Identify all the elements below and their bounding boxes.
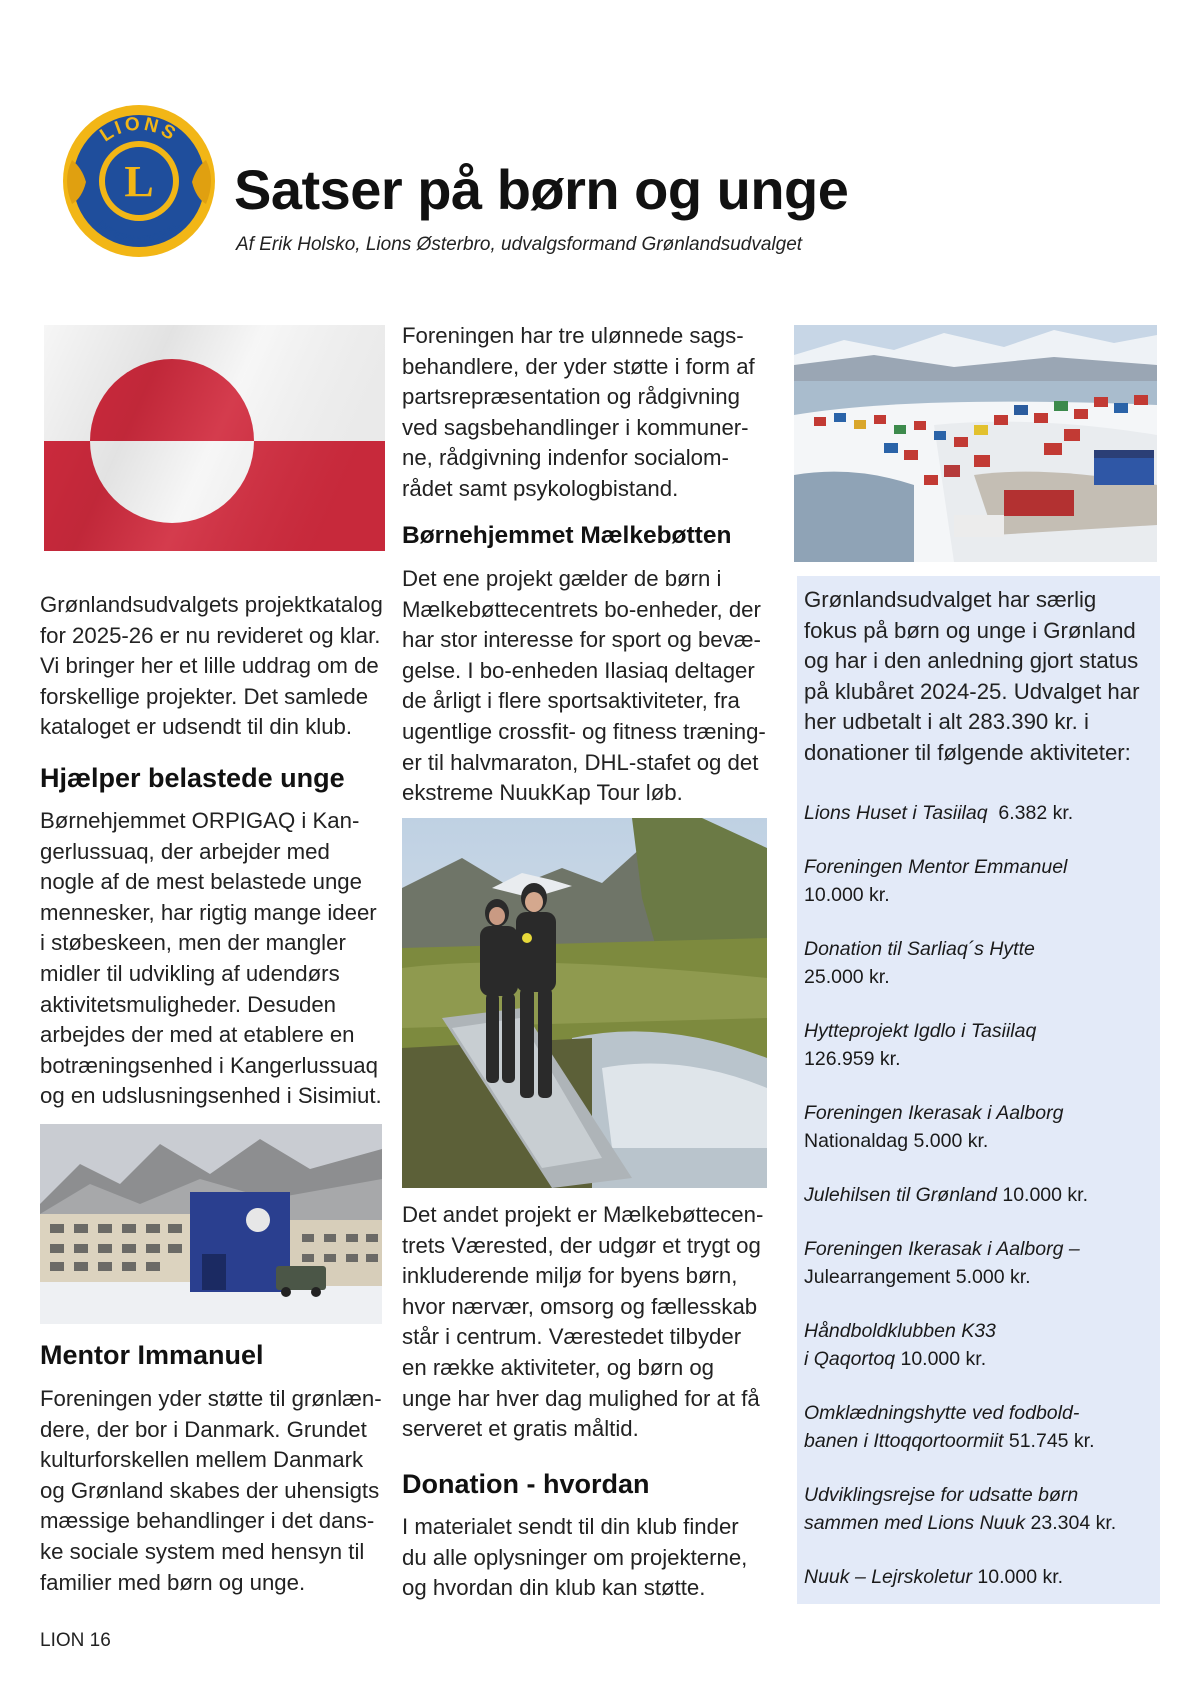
donation-item xyxy=(804,853,1067,909)
donation-item xyxy=(804,1017,1036,1073)
text-line: midler til udvikling af udendørs xyxy=(40,960,340,986)
donation-name: Lions Huset i Tasiilaq xyxy=(804,802,988,824)
logo-letter: L xyxy=(124,157,154,206)
text-line: gelse. I bo-enheden Ilasiaq deltager xyxy=(402,657,755,683)
text-line: rådet samt psykologbistand. xyxy=(402,475,679,501)
donation-name: Nuuk – Lejrskoletur xyxy=(804,1566,972,1588)
text-line: familier med børn og unge. xyxy=(40,1569,306,1595)
text-line: fokus på børn og unge i Grønland xyxy=(804,617,1136,643)
donation-item xyxy=(804,1099,1063,1155)
text-line: Mælkebøttecentrets bo-enheder, der xyxy=(402,596,761,622)
text-line: arbejdes der med at etablere en xyxy=(40,1022,355,1048)
text-line: og hvordan din klub kan støtte. xyxy=(402,1575,706,1601)
logo-top-text: LIONS xyxy=(96,113,182,147)
donation-name: Donation til Sarliaq´s Hytte xyxy=(804,938,1035,960)
text-line: I materialet sendt til din klub finder xyxy=(402,1514,739,1539)
donation-name: Foreningen Mentor Emmanuel xyxy=(804,856,1068,878)
donation-item xyxy=(804,1317,996,1373)
text-line: forskellige projekter. Det samlede xyxy=(40,683,369,709)
text-line: unge har hver dag mulighed for at få xyxy=(402,1385,760,1411)
col1-para1 xyxy=(40,806,382,1112)
donation-amount: 51.745 kr. xyxy=(1003,1430,1095,1452)
text-line: Det andet projekt er Mælkebøttecen- xyxy=(402,1202,764,1227)
hikers-photo xyxy=(402,818,767,1188)
text-line: botræningsenhed i Kangerlussuaq xyxy=(40,1052,378,1078)
text-line: aktivitetsmuligheder. Desuden xyxy=(40,991,336,1017)
heading-mentor: Mentor Immanuel xyxy=(40,1340,264,1370)
col2-para-top xyxy=(402,321,755,505)
donation-item xyxy=(804,1399,1095,1455)
heading-donation: Donation - hvordan xyxy=(402,1469,650,1499)
col1-intro xyxy=(40,590,383,743)
text-line: ekstreme NuukKap Tour løb. xyxy=(402,780,683,806)
donation-item xyxy=(804,1235,1080,1291)
text-line: en række aktiviteter, og børn og xyxy=(402,1354,715,1380)
text-line: står i centrum. Værestedet tilbyder xyxy=(402,1324,742,1350)
text-line: har stor interesse for sport og bevæ- xyxy=(402,627,761,653)
donation-name-cont: sammen med Lions Nuuk xyxy=(804,1512,1026,1534)
text-line: inkluderende miljø for byens børn, xyxy=(402,1263,738,1289)
text-line: er til halvmaraton, DHL-stafet og det xyxy=(402,749,759,775)
text-line: på klubåret 2024-25. Udvalget har xyxy=(804,678,1140,704)
donation-amount: 10.000 kr. xyxy=(996,1184,1089,1206)
heading-maelkeboetten: Børnehjemmet Mælkebøtten xyxy=(402,522,732,549)
donation-name: Foreningen Ikerasak i Aalborg xyxy=(804,1102,1064,1124)
sidebar-intro xyxy=(804,585,1140,769)
donation-item xyxy=(804,1481,1116,1537)
text-line: du alle oplysninger om projekterne, xyxy=(402,1544,748,1570)
text-line: og en udslusningsenhed i Sisimiut. xyxy=(40,1083,382,1109)
donation-amount: Nationaldag 5.000 kr. xyxy=(804,1130,989,1152)
text-line: ved sagsbehandlinger i kommuner- xyxy=(402,414,749,440)
text-line: mennesker, har rigtig mange ideer xyxy=(40,899,377,925)
text-line: for 2025-26 er nu revideret og klar. xyxy=(40,622,381,648)
heading-hjaelper: Hjælper belastede unge xyxy=(40,763,345,793)
text-line: Børnehjemmet ORPIGAQ i Kan- xyxy=(40,808,360,833)
text-line: Vi bringer her et lille uddrag om de xyxy=(40,653,379,679)
donation-amount: 126.959 kr. xyxy=(804,1048,901,1070)
text-line: Foreningen yder støtte til grønlæn- xyxy=(40,1386,382,1411)
lions-logo xyxy=(58,100,220,262)
text-line: de årligt i flere sportsaktiviteter, fra xyxy=(402,688,740,714)
donation-amount: 10.000 kr. xyxy=(895,1348,987,1370)
text-line: ugentlige crossfit- og fitness træning- xyxy=(402,718,766,744)
village-photo xyxy=(794,325,1157,562)
donation-item xyxy=(804,935,1035,991)
text-line: ne, rådgivning indenfor socialom- xyxy=(402,445,729,471)
text-line: donationer til følgende aktiviteter: xyxy=(804,739,1131,765)
donation-name: Udviklingsrejse for udsatte børn xyxy=(804,1484,1079,1506)
donation-name-cont: banen i Ittoqqortoormiit xyxy=(804,1430,1004,1452)
donation-item xyxy=(804,799,1073,827)
text-line: i støbeskeen, men der mangler xyxy=(40,930,346,956)
donation-amount: 10.000 kr. xyxy=(804,884,890,906)
text-line: hvor nærvær, omsorg og fællesskab xyxy=(402,1293,758,1319)
text-line: her udbetalt i alt 283.390 kr. i xyxy=(804,709,1089,735)
donation-amount: 25.000 kr. xyxy=(804,966,890,988)
page-number: LION 16 xyxy=(40,1630,111,1651)
building-photo xyxy=(40,1124,382,1324)
col2-para2 xyxy=(402,1200,763,1445)
text-line: trets Værested, der udgør et trygt og xyxy=(402,1232,761,1258)
donation-name-cont: i Qaqortoq xyxy=(804,1348,896,1370)
text-line: mæssige behandlinger i det dans- xyxy=(40,1508,375,1534)
donation-name: Omklædningshytte ved fodbold- xyxy=(804,1402,1080,1424)
donation-item xyxy=(804,1563,1063,1591)
text-line: ke sociale system med hensyn til xyxy=(40,1538,365,1564)
donation-amount: Julearrangement 5.000 kr. xyxy=(804,1266,1031,1288)
page-title: Satser på børn og unge xyxy=(234,158,849,221)
text-line: kulturforskellen mellem Danmark xyxy=(40,1447,364,1473)
donation-amount: 23.304 kr. xyxy=(1025,1512,1117,1534)
donation-name: Foreningen Ikerasak i Aalborg – xyxy=(804,1238,1080,1260)
col2-para1 xyxy=(402,564,766,809)
text-line: Grønlandsudvalgets projektkatalog xyxy=(40,592,383,617)
col1-para2 xyxy=(40,1384,382,1598)
text-line: Grønlandsudvalget har særlig xyxy=(804,587,1097,612)
text-line: partsrepræsentation og rådgivning xyxy=(402,384,740,410)
logo-bottom-text: INTERNATIONAL xyxy=(94,218,184,247)
text-line: Det ene projekt gælder de børn i xyxy=(402,566,722,591)
donation-name: Julehilsen til Grønland xyxy=(804,1184,997,1206)
text-line: gerlussuaq, der arbejder med xyxy=(40,838,330,864)
col2-para3 xyxy=(402,1512,747,1604)
donation-item xyxy=(804,1181,1088,1209)
byline: Af Erik Holsko, Lions Østerbro, udvalgsformand Grønlandsudvalget xyxy=(236,234,803,255)
text-line: behandlere, der yder støtte i form af xyxy=(402,353,755,379)
text-line: Foreningen har tre ulønnede sags- xyxy=(402,323,744,348)
donation-name: Håndboldklubben K33 xyxy=(804,1320,996,1342)
text-line: serveret et gratis måltid. xyxy=(402,1416,639,1442)
text-line: nogle af de mest belastede unge xyxy=(40,869,362,895)
donation-amount: 10.000 kr. xyxy=(972,1566,1064,1588)
greenland-flag-photo xyxy=(44,325,385,551)
text-line: kataloget er udsendt til din klub. xyxy=(40,714,353,740)
text-line: og har i den anledning gjort status xyxy=(804,648,1139,674)
text-line: og Grønland skabes der uhensigts xyxy=(40,1477,380,1503)
donation-amount: 6.382 kr. xyxy=(987,802,1074,824)
donation-name: Hytteprojekt Igdlo i Tasiilaq xyxy=(804,1020,1037,1042)
text-line: dere, der bor i Danmark. Grundet xyxy=(40,1416,367,1442)
